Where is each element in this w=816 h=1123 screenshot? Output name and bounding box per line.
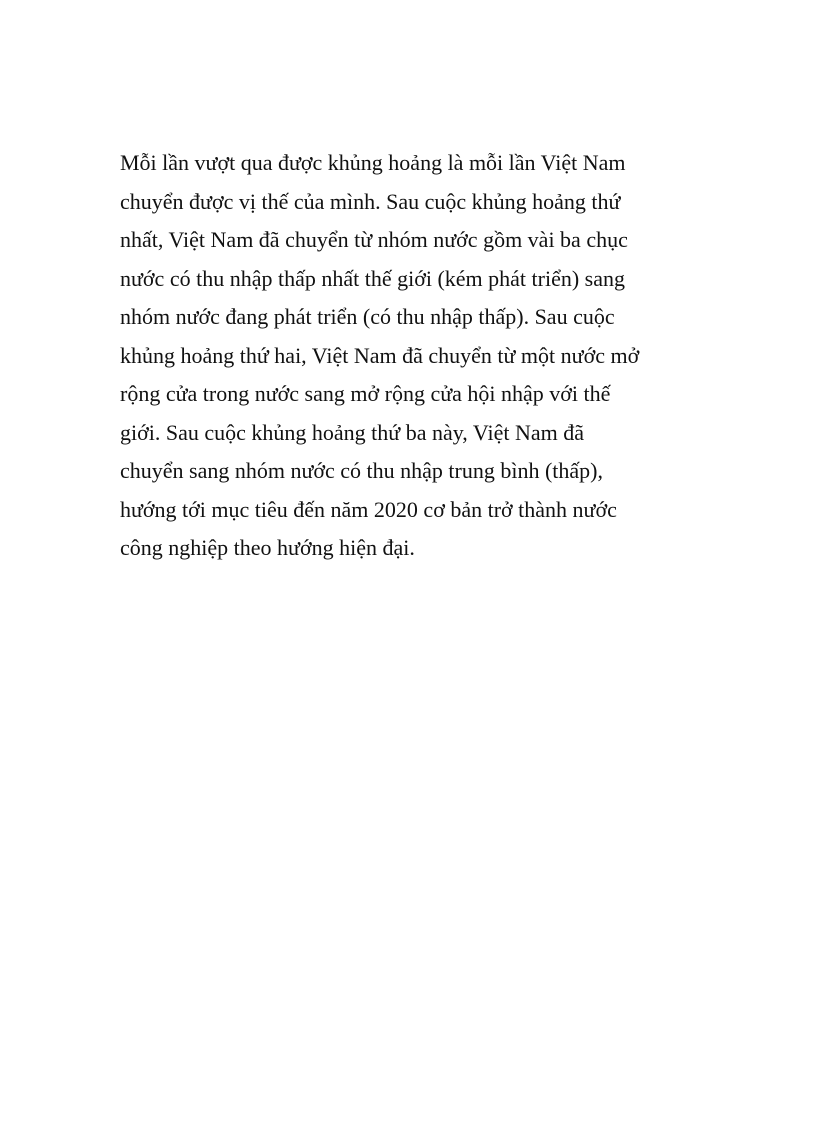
paragraph-line: rộng cửa trong nước sang mở rộng cửa hội nhập với thế — [120, 381, 611, 406]
paragraph-line: chuyển được vị thế của mình. Sau cuộc khủng hoảng thứ — [120, 188, 621, 214]
paragraph-line: khủng hoảng thứ hai, Việt Nam đã chuyển từ một nước mở — [120, 342, 640, 368]
paragraph-line: Mỗi lần vượt qua được khủng hoảng là mỗi lần Việt Nam — [120, 150, 626, 175]
paragraph-line: nước có thu nhập thấp nhất thế giới (kém phát triển) sang — [120, 265, 626, 291]
paragraph-line: nhất, Việt Nam đã chuyển từ nhóm nước gồm vài ba chục — [120, 227, 628, 252]
paragraph-line: công nghiệp theo hướng hiện đại. — [120, 535, 415, 560]
paragraph-line: hướng tới mục tiêu đến năm 2020 cơ bản trở thành nước — [120, 496, 617, 522]
paragraph-line: chuyển sang nhóm nước có thu nhập trung bình (thấp), — [120, 458, 604, 483]
body-paragraph — [120, 144, 710, 568]
paragraph-line: giới. Sau cuộc khủng hoảng thứ ba này, Việt Nam đã — [120, 419, 584, 445]
paragraph-line: nhóm nước đang phát triển (có thu nhập thấp). Sau cuộc — [120, 304, 615, 329]
